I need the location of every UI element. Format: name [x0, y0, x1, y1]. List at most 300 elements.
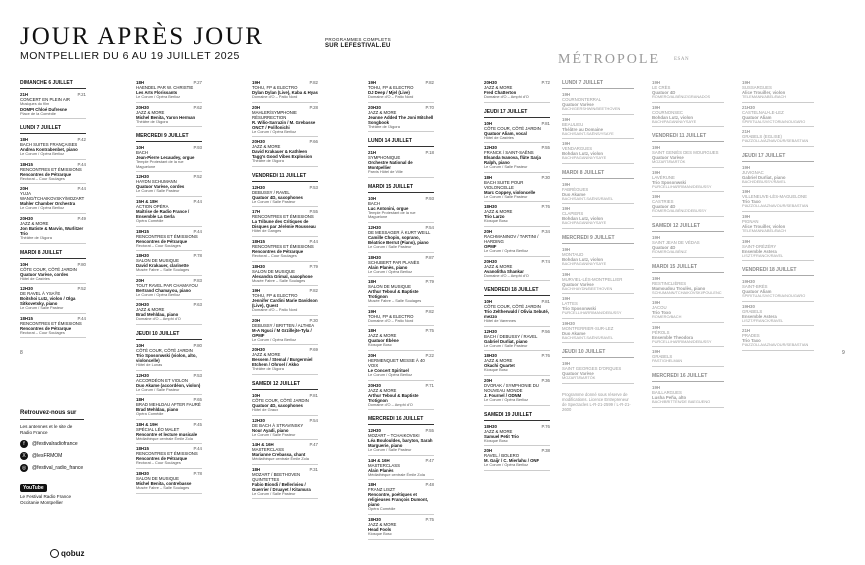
event-item[interactable]	[20, 286, 86, 314]
metropole-event[interactable]	[652, 276, 724, 299]
qobuz-logo	[50, 549, 85, 558]
event-item[interactable]	[484, 80, 550, 103]
metropole-town: SAINT-BRÈS	[742, 284, 768, 290]
day-heading: MARDI 15 JUILLET	[368, 184, 434, 193]
event-title: JAZZ & MORE	[368, 521, 397, 527]
event-performer: Jennifer Cardini Marie Davidson (Live), Quest	[252, 298, 318, 309]
event-page: P.44	[77, 161, 86, 167]
event-item[interactable]	[20, 216, 86, 244]
event-time: 12H30	[252, 417, 265, 423]
event-item[interactable]	[20, 262, 86, 285]
event-item[interactable]	[136, 278, 202, 301]
metropole-performer: Bohdan Lutz, violon	[562, 256, 604, 262]
metropole-performer: Alice Trouiller, violon	[742, 223, 786, 229]
event-performer: Léa Boulouldes, baryton, Sarah Marguerie, piano	[368, 438, 433, 449]
metropole-program: LISZT/FRANCK/RAVEL	[742, 317, 784, 323]
metropole-town: JACOU	[652, 305, 667, 311]
metropole-performer: Bohdan Lutz, violon	[652, 114, 694, 120]
event-title: RACHMANINOV / TARTINI / HARDING	[484, 233, 539, 244]
event-item[interactable]	[136, 397, 202, 420]
youtube-icon[interactable]: YouTube	[20, 484, 47, 492]
event-item[interactable]	[136, 446, 202, 469]
event-item[interactable]	[368, 428, 434, 456]
event-item[interactable]	[368, 517, 434, 540]
metropole-day-heading: MARDI 8 JUILLET	[562, 170, 634, 179]
metropole-event[interactable]	[652, 300, 724, 323]
metropole-event[interactable]	[742, 214, 814, 237]
x-icon: X	[20, 452, 28, 460]
metropole-performer: Quatuor Varèse	[652, 155, 684, 161]
facebook-icon: f	[20, 440, 28, 448]
event-title: JAZZ & MORE	[484, 428, 513, 434]
event-title: DE BACH À STRAVINSKY	[252, 422, 304, 428]
event-performer: Quatuor Varèse, cordes	[20, 271, 69, 277]
event-title: FRANZ LISZT	[368, 487, 396, 493]
event-item[interactable]	[252, 139, 318, 167]
event-item[interactable]	[368, 328, 434, 351]
event-title: MAHLER/SYMPHONIE RÉSURRECTION	[252, 109, 297, 120]
metropole-event[interactable]	[562, 182, 634, 205]
event-item[interactable]	[484, 424, 550, 447]
event-item[interactable]	[484, 329, 550, 352]
event-item[interactable]	[484, 175, 550, 203]
metropole-performer: Ensemble Astera	[742, 313, 777, 319]
metropole-event[interactable]	[652, 170, 724, 193]
event-page: P.44	[309, 238, 318, 244]
day-heading: MERCREDI 9 JUILLET	[136, 133, 202, 142]
event-time: 18H30	[136, 470, 149, 476]
program-line-1: PROGRAMMES COMPLETS	[325, 37, 391, 42]
event-page: P.81	[309, 392, 318, 398]
metropole-event-time: 19H	[652, 275, 661, 281]
event-venue: Kiosque Bosc	[368, 342, 392, 348]
metropole-event[interactable]	[742, 105, 814, 128]
event-item[interactable]	[136, 471, 202, 494]
event-page: P.44	[77, 186, 86, 192]
metropole-event[interactable]	[562, 361, 634, 384]
social-text: Les antennes et le site de Radio France	[20, 424, 73, 435]
event-title: RENCONTRES ET ÉMISSIONS	[252, 243, 314, 249]
event-page: P.80	[193, 342, 202, 348]
event-item[interactable]	[368, 383, 434, 411]
metropole-town: MONTFERRIER-SUR-LEZ	[562, 325, 614, 331]
event-item[interactable]	[368, 309, 434, 327]
event-item[interactable]	[484, 229, 550, 257]
event-title: JAZZ & MORE	[136, 307, 165, 313]
metropole-event[interactable]	[652, 385, 724, 408]
event-performer: Arthur Teboul & Baptiste Trotignon	[368, 392, 419, 403]
event-item[interactable]	[136, 145, 202, 172]
event-venue: Le Corum / Opéra Berlioz	[252, 128, 297, 134]
event-time: 18H	[252, 466, 261, 472]
metropole-event[interactable]	[652, 145, 724, 168]
day-heading: SAMEDI 19 JUILLET	[484, 412, 550, 421]
metropole-program: PAST/GHELMAN	[652, 358, 683, 364]
event-item[interactable]	[252, 467, 318, 500]
event-performer: Duo Akame (accordéon, violon)	[136, 382, 201, 388]
metropole-town: LAVÉRUNE	[652, 174, 675, 180]
metropole-event[interactable]	[652, 105, 724, 128]
metropole-event-time: 19H	[742, 213, 751, 219]
event-performer: La Tribune des Critiques de Disques par Jérémie Rousseau	[252, 219, 316, 230]
event-time: 20H30	[252, 347, 265, 353]
event-page: P.69	[309, 347, 318, 353]
event-title: CÔTE COUR, CÔTÉ JARDIN	[484, 304, 541, 310]
metropole-day-heading: VENDREDI 11 JUILLET	[652, 133, 724, 142]
metropole-event[interactable]	[562, 92, 634, 115]
metropole-event-time: 19H30	[562, 320, 575, 326]
event-item[interactable]	[368, 482, 434, 515]
metropole-heading	[558, 52, 689, 68]
metropole-day-heading: MERCREDI 9 JUILLET	[562, 235, 634, 244]
event-performer: Rencontres de Pétrarque	[136, 238, 188, 244]
metropole-program: ROMERO/ALBÉNIZ/DEBUSSY	[652, 208, 707, 214]
event-time: 20H	[252, 104, 261, 110]
event-item[interactable]	[136, 343, 202, 371]
metropole-event[interactable]	[562, 247, 634, 270]
event-venue: Kiosque Bosc	[368, 530, 392, 536]
event-item[interactable]	[484, 145, 550, 173]
event-item[interactable]	[20, 162, 86, 185]
metropole-performer: Trio Sposonwski	[652, 179, 687, 185]
event-title: FRANCK / SAINT-SAËNS	[484, 150, 534, 156]
metropole-event-time: 19H	[652, 80, 661, 85]
event-title: SPÉCIAL LÉO MALET	[136, 426, 180, 432]
metropole-program: BACH/SAINT-SAËNS/RAVEL	[562, 195, 614, 201]
event-page: P.44	[77, 315, 86, 321]
event-venue: Le Corum / Salle Pasteur	[484, 164, 528, 170]
metropole-event[interactable]	[562, 296, 634, 319]
event-page: P.75	[425, 328, 434, 334]
event-time: 18H	[484, 174, 493, 180]
event-venue: Musée Fabre – Salle Soulages	[136, 267, 190, 273]
metropole-event-time: 19H	[742, 80, 751, 85]
event-venue: Le Corum / Salle Pasteur	[136, 188, 180, 194]
event-title: RENCONTRES ET ÉMISSIONS	[136, 233, 198, 239]
event-item[interactable]	[136, 105, 202, 128]
event-page: P.30	[541, 174, 550, 180]
schedule-column	[252, 80, 318, 501]
event-title: JAZZ & MORE	[368, 333, 397, 339]
metropole-day-heading: MERCREDI 16 JUILLET	[652, 373, 724, 382]
event-item[interactable]	[484, 353, 550, 376]
event-item[interactable]	[136, 302, 202, 325]
event-item[interactable]	[252, 264, 318, 287]
event-performer: Quatuor Ébène	[368, 338, 399, 344]
event-item[interactable]	[252, 393, 318, 416]
event-page: P.54	[425, 224, 434, 230]
event-performer: Alain Planès, piano	[368, 264, 408, 270]
event-title: ACTION OPÉRA	[136, 203, 169, 209]
event-venue: Le Corum / Opéra Berlioz	[484, 462, 529, 468]
event-venue: Hôtel de Lunas	[136, 361, 163, 367]
event-item[interactable]	[484, 204, 550, 227]
event-venue: Le Corum / Opéra Berlioz	[252, 336, 297, 342]
event-venue: Domaine d'O – Amphi d'O	[484, 272, 529, 278]
metropole-town: PIGNAN	[742, 218, 759, 224]
metropole-event[interactable]	[742, 129, 814, 147]
event-item[interactable]	[252, 347, 318, 375]
event-time: 20H30	[136, 104, 149, 110]
event-title: TOHU, FP & ELECTRO	[252, 85, 298, 90]
metropole-performer: Bohdan Lutz, violon	[562, 216, 604, 222]
event-item[interactable]	[252, 209, 318, 237]
event-page: P.47	[425, 457, 434, 463]
event-item[interactable]	[252, 185, 318, 208]
event-title: RENCONTRES ET ÉMISSIONS	[20, 166, 82, 172]
event-page: P.78	[193, 470, 202, 476]
event-time: 18H30	[136, 253, 149, 259]
event-item[interactable]	[136, 174, 202, 197]
event-page: P.76	[541, 353, 550, 359]
event-venue: Musée Fabre – Salle Soulages	[252, 277, 306, 283]
metropole-event-time: 19H	[652, 324, 661, 330]
metropole-program: SPIRITUALS/VICTORIA/NOUGARO	[742, 118, 806, 124]
event-item[interactable]	[136, 80, 202, 103]
event-time: 18H15	[20, 315, 33, 321]
metropole-program: BACH/PAGANINI/YSAŸE	[562, 220, 607, 226]
event-venue: Domaine d'O – Amphi d'O	[368, 401, 413, 407]
event-page: P.75	[425, 516, 434, 522]
metropole-event-time: 19H30	[742, 279, 755, 285]
metropole-performer: Quatuor 4D	[652, 244, 676, 250]
metropole-event[interactable]	[742, 165, 814, 188]
event-time: 15H & 18H	[136, 198, 158, 204]
event-performer: Marianne Crebassa, chant	[252, 452, 306, 458]
metropole-program: LISZT/FRANCK/RAVEL	[742, 252, 784, 258]
event-item[interactable]	[20, 137, 86, 160]
metropole-program: PURCELL/HARRIMAN/DEBUSSY	[562, 310, 622, 316]
event-item[interactable]	[136, 373, 202, 396]
event-time: 10H	[368, 195, 377, 201]
event-performer: David Krakauer, clarinette	[136, 263, 189, 269]
event-page: P.87	[425, 254, 434, 260]
metropole-event[interactable]	[742, 189, 814, 212]
event-venue: Le Corum / Opéra Berlioz	[368, 268, 413, 274]
event-title: TOUT RAVEL PAR CHAMAYOU	[136, 282, 198, 288]
metropole-event[interactable]	[562, 321, 634, 344]
event-item[interactable]	[252, 80, 318, 103]
event-item[interactable]	[20, 316, 86, 339]
metropole-event[interactable]	[742, 328, 814, 351]
event-time: 19H	[368, 80, 377, 85]
event-venue: Domaine d'O – Patio Nord	[368, 94, 414, 99]
event-page: P.83	[193, 277, 202, 283]
event-venue: Rectorat – Cour Soulages	[252, 252, 297, 258]
event-item[interactable]	[368, 150, 434, 178]
metropole-event-time: 19H	[652, 194, 661, 200]
event-item[interactable]	[368, 225, 434, 253]
metropole-performer: Quatuor Varèse	[562, 281, 594, 287]
event-item[interactable]	[252, 105, 318, 138]
event-item[interactable]	[368, 80, 434, 103]
metropole-event[interactable]	[562, 272, 634, 295]
event-time: 18H30	[368, 516, 381, 522]
metropole-performer: Lusha Peña, alto	[652, 394, 687, 400]
event-title: BACH SUITES FRANÇAISES	[20, 142, 78, 148]
metropole-program: ROMERO/BACH	[652, 314, 682, 320]
metropole-event[interactable]	[562, 141, 634, 164]
event-item[interactable]	[368, 458, 434, 481]
metropole-town: SAINT JEAN DE VÉDAS	[652, 239, 700, 245]
event-item[interactable]	[484, 448, 550, 471]
instagram-link[interactable]	[20, 464, 84, 472]
event-page: P.53	[309, 184, 318, 190]
event-performer: Gabriel Durliat, piano	[484, 338, 528, 344]
metropole-event[interactable]	[652, 235, 724, 258]
event-time: 18H	[368, 328, 377, 334]
event-venue: Le Corum / Salle Pasteur	[252, 431, 296, 437]
event-item[interactable]	[252, 318, 318, 346]
event-title: JAZZ & MORE	[484, 263, 513, 269]
metropole-town: COURNONSEC	[652, 109, 684, 115]
metropole-event[interactable]	[652, 80, 724, 103]
event-venue: Le Corum / Salle Pasteur	[20, 305, 64, 311]
event-performer: Alexandra Grimal, saxophone	[252, 273, 313, 279]
event-performer: Dylan Dylan (Live), Kaba & Hyas	[252, 90, 318, 95]
schedule-column	[136, 80, 202, 496]
metropole-performer: Duo Akame	[562, 330, 586, 336]
event-item[interactable]	[484, 121, 550, 144]
event-item[interactable]	[484, 259, 550, 282]
metropole-town: SUSSARGUES	[742, 85, 772, 90]
event-time: 14H & 16H	[368, 457, 390, 463]
event-performer: Trio Larzo	[484, 214, 505, 220]
event-time: 12H30	[136, 372, 149, 378]
event-performer: Fabio Biondi / Bellerivieu / Guerrier / Druayet / Kitamura	[252, 481, 311, 492]
event-time: 20H	[20, 186, 29, 192]
event-page: P.36	[541, 377, 550, 383]
event-item[interactable]	[368, 279, 434, 307]
event-page: P.78	[193, 253, 202, 259]
event-item[interactable]	[252, 239, 318, 262]
metropole-event-time: 19H	[562, 206, 571, 212]
metropole-event[interactable]	[742, 279, 814, 302]
metropole-town: VILLENEUVE-LÈS-MAGUELONE	[742, 194, 807, 200]
day-heading: LUNDI 14 JUILLET	[368, 138, 434, 147]
event-performer: Arthur Teboul & Baptiste Trotignon	[368, 289, 419, 300]
event-page: P.55	[425, 428, 434, 434]
metropole-program: PIAZZOLLA/AZNAVOUR/SEBASTIAN	[742, 342, 809, 348]
event-performer: Samuel Petit Trio	[484, 433, 519, 439]
metropole-event[interactable]	[562, 206, 634, 229]
event-page: P.71	[425, 382, 434, 388]
event-item[interactable]	[20, 92, 86, 119]
metropole-event-time: 21H30	[742, 104, 755, 110]
event-item[interactable]	[136, 229, 202, 252]
event-title: SALON DE MUSIQUE	[252, 268, 295, 274]
event-item[interactable]	[368, 353, 434, 381]
schedule-column	[368, 80, 434, 542]
event-page: P.80	[77, 261, 86, 267]
page-title: JOUR APRÈS JOUR	[20, 23, 264, 50]
page-number-left: 8	[20, 350, 23, 356]
event-item[interactable]	[20, 186, 86, 214]
x-link[interactable]	[20, 452, 84, 460]
event-venue: Médiathèque centrale Émile Zola	[252, 456, 309, 462]
event-performer: Avanolitha Shankar	[484, 268, 524, 274]
event-page: P.45	[193, 421, 202, 427]
event-item[interactable]	[136, 199, 202, 227]
metropole-program: BACH/HAYDN/BEETHOVEN	[562, 285, 613, 291]
metropole-event[interactable]	[652, 194, 724, 217]
event-time: 18H30	[252, 263, 265, 269]
event-title: BRAD MEHLDAU AFTER FAURÉ	[136, 402, 201, 408]
event-item[interactable]	[368, 105, 434, 133]
event-performer: Alain Planès	[368, 467, 394, 473]
schedule-column	[484, 80, 550, 473]
metropole-program: BACH/BRITTEN/DE BAEGUENO	[652, 398, 711, 404]
event-item[interactable]	[252, 442, 318, 465]
event-title: JAZZ & MORE	[252, 144, 281, 150]
metropole-column	[562, 80, 634, 412]
metropole-performer: Ensemble Astera	[742, 248, 777, 254]
metropole-event-time: 19H	[562, 116, 571, 122]
metropole-day-heading: MARDI 15 JUILLET	[652, 264, 724, 273]
event-time: 20H	[484, 377, 493, 383]
event-title: TOHU, FP & ELECTRO	[368, 85, 414, 90]
event-time: 19H	[252, 288, 261, 294]
event-time: 12H30	[368, 224, 381, 230]
metropole-event[interactable]	[742, 239, 814, 262]
event-title: SALON DE MUSIQUE	[136, 475, 179, 481]
metropole-event[interactable]	[742, 80, 814, 103]
event-performer: Luc Antonini, orgue	[368, 205, 409, 211]
event-venue: Théâtre de l'Agora	[20, 234, 52, 240]
event-item[interactable]	[484, 378, 550, 406]
metropole-event-time: 19H	[562, 271, 571, 277]
event-venue: Hôtel de Castries	[484, 134, 514, 140]
metropole-event[interactable]	[742, 304, 814, 327]
event-item[interactable]	[252, 418, 318, 441]
event-venue: Opéra Comédie	[136, 411, 164, 417]
metropole-event-time: 19H	[652, 300, 661, 306]
event-item[interactable]	[368, 196, 434, 223]
metropole-day-heading: JEUDI 10 JUILLET	[562, 349, 634, 358]
event-title: DEBUSSY / RAVEL	[252, 189, 290, 195]
day-heading: LUNDI 7 JUILLET	[20, 125, 86, 134]
metropole-performer: Mamoudou Troulès, piano	[652, 285, 706, 291]
event-title: YUJA WANG/TCHAIKOVSKY/MOZART	[20, 191, 85, 202]
metropole-town: SAINT GENIÈS DES MOURGUES	[652, 150, 719, 156]
event-page: P.72	[541, 80, 550, 85]
event-page: P.27	[193, 80, 202, 85]
event-venue: Le Corum / Opéra Berlioz	[20, 151, 65, 157]
event-item[interactable]	[136, 422, 202, 445]
event-title: BACH	[368, 200, 380, 206]
event-title: RAVEL / BOLERO	[484, 453, 520, 459]
program-line-2: SUR LEFESTIVAL.EU	[325, 43, 391, 49]
disclaimer-note: Programme donné sous réserve de modifications. Licence Entrepreneur de Spectacles L-R-21-2599 / L-R-21-2600	[562, 391, 631, 412]
event-item[interactable]	[368, 255, 434, 278]
event-page: P.49	[77, 215, 86, 221]
event-venue: Hôtel de Ganges	[252, 228, 282, 234]
facebook-link[interactable]	[20, 440, 84, 448]
metropole-event[interactable]	[652, 325, 724, 348]
metropole-sub: ESAN	[674, 57, 690, 63]
event-item[interactable]	[484, 299, 550, 327]
event-item[interactable]	[252, 288, 318, 316]
metropole-performer: Quatuor Varèse	[562, 102, 594, 107]
metropole-event[interactable]	[562, 117, 634, 140]
event-item[interactable]	[136, 253, 202, 276]
metropole-program: MOZART/BARTÓK	[652, 159, 686, 165]
event-page: P.44	[193, 198, 202, 204]
event-page: P.63	[193, 302, 202, 308]
event-title: SYMPHONIQUE	[368, 155, 401, 161]
event-page: P.56	[541, 328, 550, 334]
metropole-event[interactable]	[652, 349, 724, 367]
